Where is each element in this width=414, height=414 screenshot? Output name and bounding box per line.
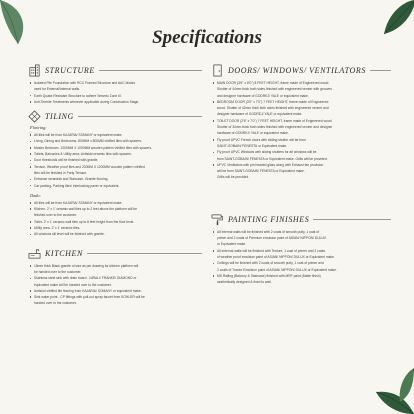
list-item: Earth Quake Resistant Structure to adhere Seismic Zone III.: [28, 93, 202, 99]
list-item: Isolated Pile Foundation with RCC Framed Structure and AAC blocks used for External/Internal walls.: [28, 80, 202, 93]
paint-roller-icon: [211, 213, 224, 226]
list-item: MAIN DOOR (3'6" x 8'0") 8 FEET HEIGHT, frame made of Engineered wood. Shutter of 44mm thick both sides finished with engineered veneer with grooves and designer hardware of GODREJ/ YALE or equivalent make.: [211, 80, 391, 99]
list-item: Stainless steel sink with drain board - NIRALI/ FRANKE/ DIAMOND or equivalent make will be handed over to the customer.: [28, 275, 202, 288]
list-item: Door thresholds will be finished with granite.: [28, 157, 202, 163]
list-item: 18mm thick Black granite of size as per drawing for kitchen platform will be handed over to the customer.: [28, 263, 202, 276]
left-column: [28, 64, 202, 307]
doors-list: [211, 80, 391, 181]
door-icon: [211, 64, 224, 77]
tiling-section: [28, 110, 202, 237]
kitchen-sink-icon: [28, 247, 41, 260]
kitchen-section: [28, 247, 202, 307]
list-item: Car parking- Parking tiles/ interlocking paver or equivalent.: [28, 183, 202, 189]
structure-title: STRUCTURE: [45, 66, 95, 75]
list-item: Entrance verandah and Staircase- Granite flooring.: [28, 176, 202, 182]
divider: [313, 219, 391, 220]
list-item: All tiles will be from KAJARIA/ SOMANY or equivalent make.: [28, 132, 202, 138]
list-item: All tiles will be from KAJARIA/ SOMANY or equivalent make.: [28, 200, 202, 206]
flooring-list: [28, 132, 202, 189]
doors-header: [211, 64, 391, 77]
kitchen-list: [28, 263, 202, 307]
list-item: All internal walls will be finished with 2 coats of smooth putty, 1 coat of primer and 2 coats of Premium emulsion paint of ASIAN/ NIPPON/ DULUX or Equivalent make.: [211, 229, 391, 248]
kitchen-title: KITCHEN: [45, 248, 83, 258]
divider: [87, 253, 202, 254]
leaf-bottom-right-icon: [354, 354, 414, 414]
tiling-title: TILING: [45, 112, 74, 122]
dado-list: [28, 200, 202, 238]
right-column: [211, 64, 391, 285]
list-item: BEDROOM DOOR (3'0" x 7'0") 7 FEET HEIGHT, frame made of Engineered wood. Shutter of 42mm thick both sides finished with engineered veneer and designer hardware of GODREJ/ YALE or equivalent make.: [211, 99, 391, 118]
list-item: Antiskid vitrified tile flooring from KAJARIA/ SOMANY or equivalent make.: [28, 288, 202, 294]
list-item: Living, Dining and Bedrooms- 800MM x 800MM vitrified tiles with spacers.: [28, 138, 202, 144]
list-item: UPVC Ventilators with pin headed glass along with Exhaust fan provision will be from SAINT-GOBAIN/ FENESTA or Equivalent make. Grills will be provided.: [211, 162, 391, 181]
painting-header: [211, 213, 391, 226]
list-item: Toilets, Balconies & Utility area- Antiskid ceramic tiles with spacers.: [28, 151, 202, 157]
list-item: Terrace- Weather proof tiles and 200MM X 1200MM wooden pattern vitrified tiles will be finished in Party Terrace.: [28, 164, 202, 177]
doors-section: [211, 64, 391, 181]
list-item: Fly proof UPVC Windows with sliding shutters for all windows will be from SAINT-GOBAIN/ FENESTA or Equivalent make. Grills will be provided.: [211, 149, 391, 162]
painting-list: [211, 229, 391, 286]
tiling-header: [28, 110, 202, 123]
list-item: Utility area- 2' x 1' ceramic tiles.: [28, 225, 202, 231]
list-item: Sink water point - CP fittings with pull-out spray faucet from KOHLER will be handed over to the customer.: [28, 294, 202, 307]
divider: [370, 70, 391, 71]
building-icon: [28, 64, 41, 77]
list-item: All windows sill level will be finished with granite.: [28, 231, 202, 237]
list-item: Master Bedroom- 1000MM X 1000MM wooden pattern vitrified tiles with spacers.: [28, 145, 202, 151]
divider: [78, 116, 202, 117]
list-item: All external walls will be finished with Texture, 1 coat of primer and 2 coats of weather proof emulsion paint of ASIAN/ NIPPON/ DULUX or Equivalent make.: [211, 248, 391, 261]
dado-label: Dado:: [30, 192, 41, 198]
list-item: TOILET DOOR (2'6" x 7'0") 7 FEET HEIGHT, frame made of Engineered wood. Shutter of 34mm thick both sides finished with engineered veneer and designer hardware of GODREJ/ YALE or equivalent make.: [211, 118, 391, 137]
structure-section: [28, 64, 202, 105]
list-item: MS Railing (Balcony & Staircase) finished with MRF paint (Matte finish) aesthetically designed & fixed to wall.: [211, 273, 391, 286]
painting-section: [211, 213, 391, 286]
kitchen-header: [28, 247, 202, 260]
flooring-label: Flooring:: [30, 125, 47, 131]
doors-title: DOORS/ WINDOWS/ VENTILATORS: [228, 66, 366, 75]
tiles-icon: [28, 110, 41, 123]
list-item: Toilet- 2' x 1' ceramic wall tiles up to 8 feet height from the floor level.: [28, 219, 202, 225]
divider: [99, 70, 202, 71]
painting-title: PAINTING FINISHES: [228, 214, 310, 224]
structure-header: [28, 64, 202, 77]
list-item: Anti-Termite Treatments wherever applicable during Construction Stage.: [28, 99, 202, 105]
page-title: Specifications: [152, 27, 262, 48]
structure-list: [28, 80, 202, 105]
list-item: Kitchen- 2' x 1' ceramic wall tiles up to 2 feet above the platform will be finished over to the customer.: [28, 206, 202, 219]
list-item: Fly proof UPVC French doors with sliding shutter will be from SAINT-GOBAIN/ FENESTA or Equivalent make.: [211, 137, 391, 150]
list-item: Ceilings will be finished with 2 coats of smooth putty, 1 coat of primer and 2 coats of Tractor Emulsion paint of ASIAN/ NIPPON/ DULUX or Equivalent make.: [211, 260, 391, 273]
